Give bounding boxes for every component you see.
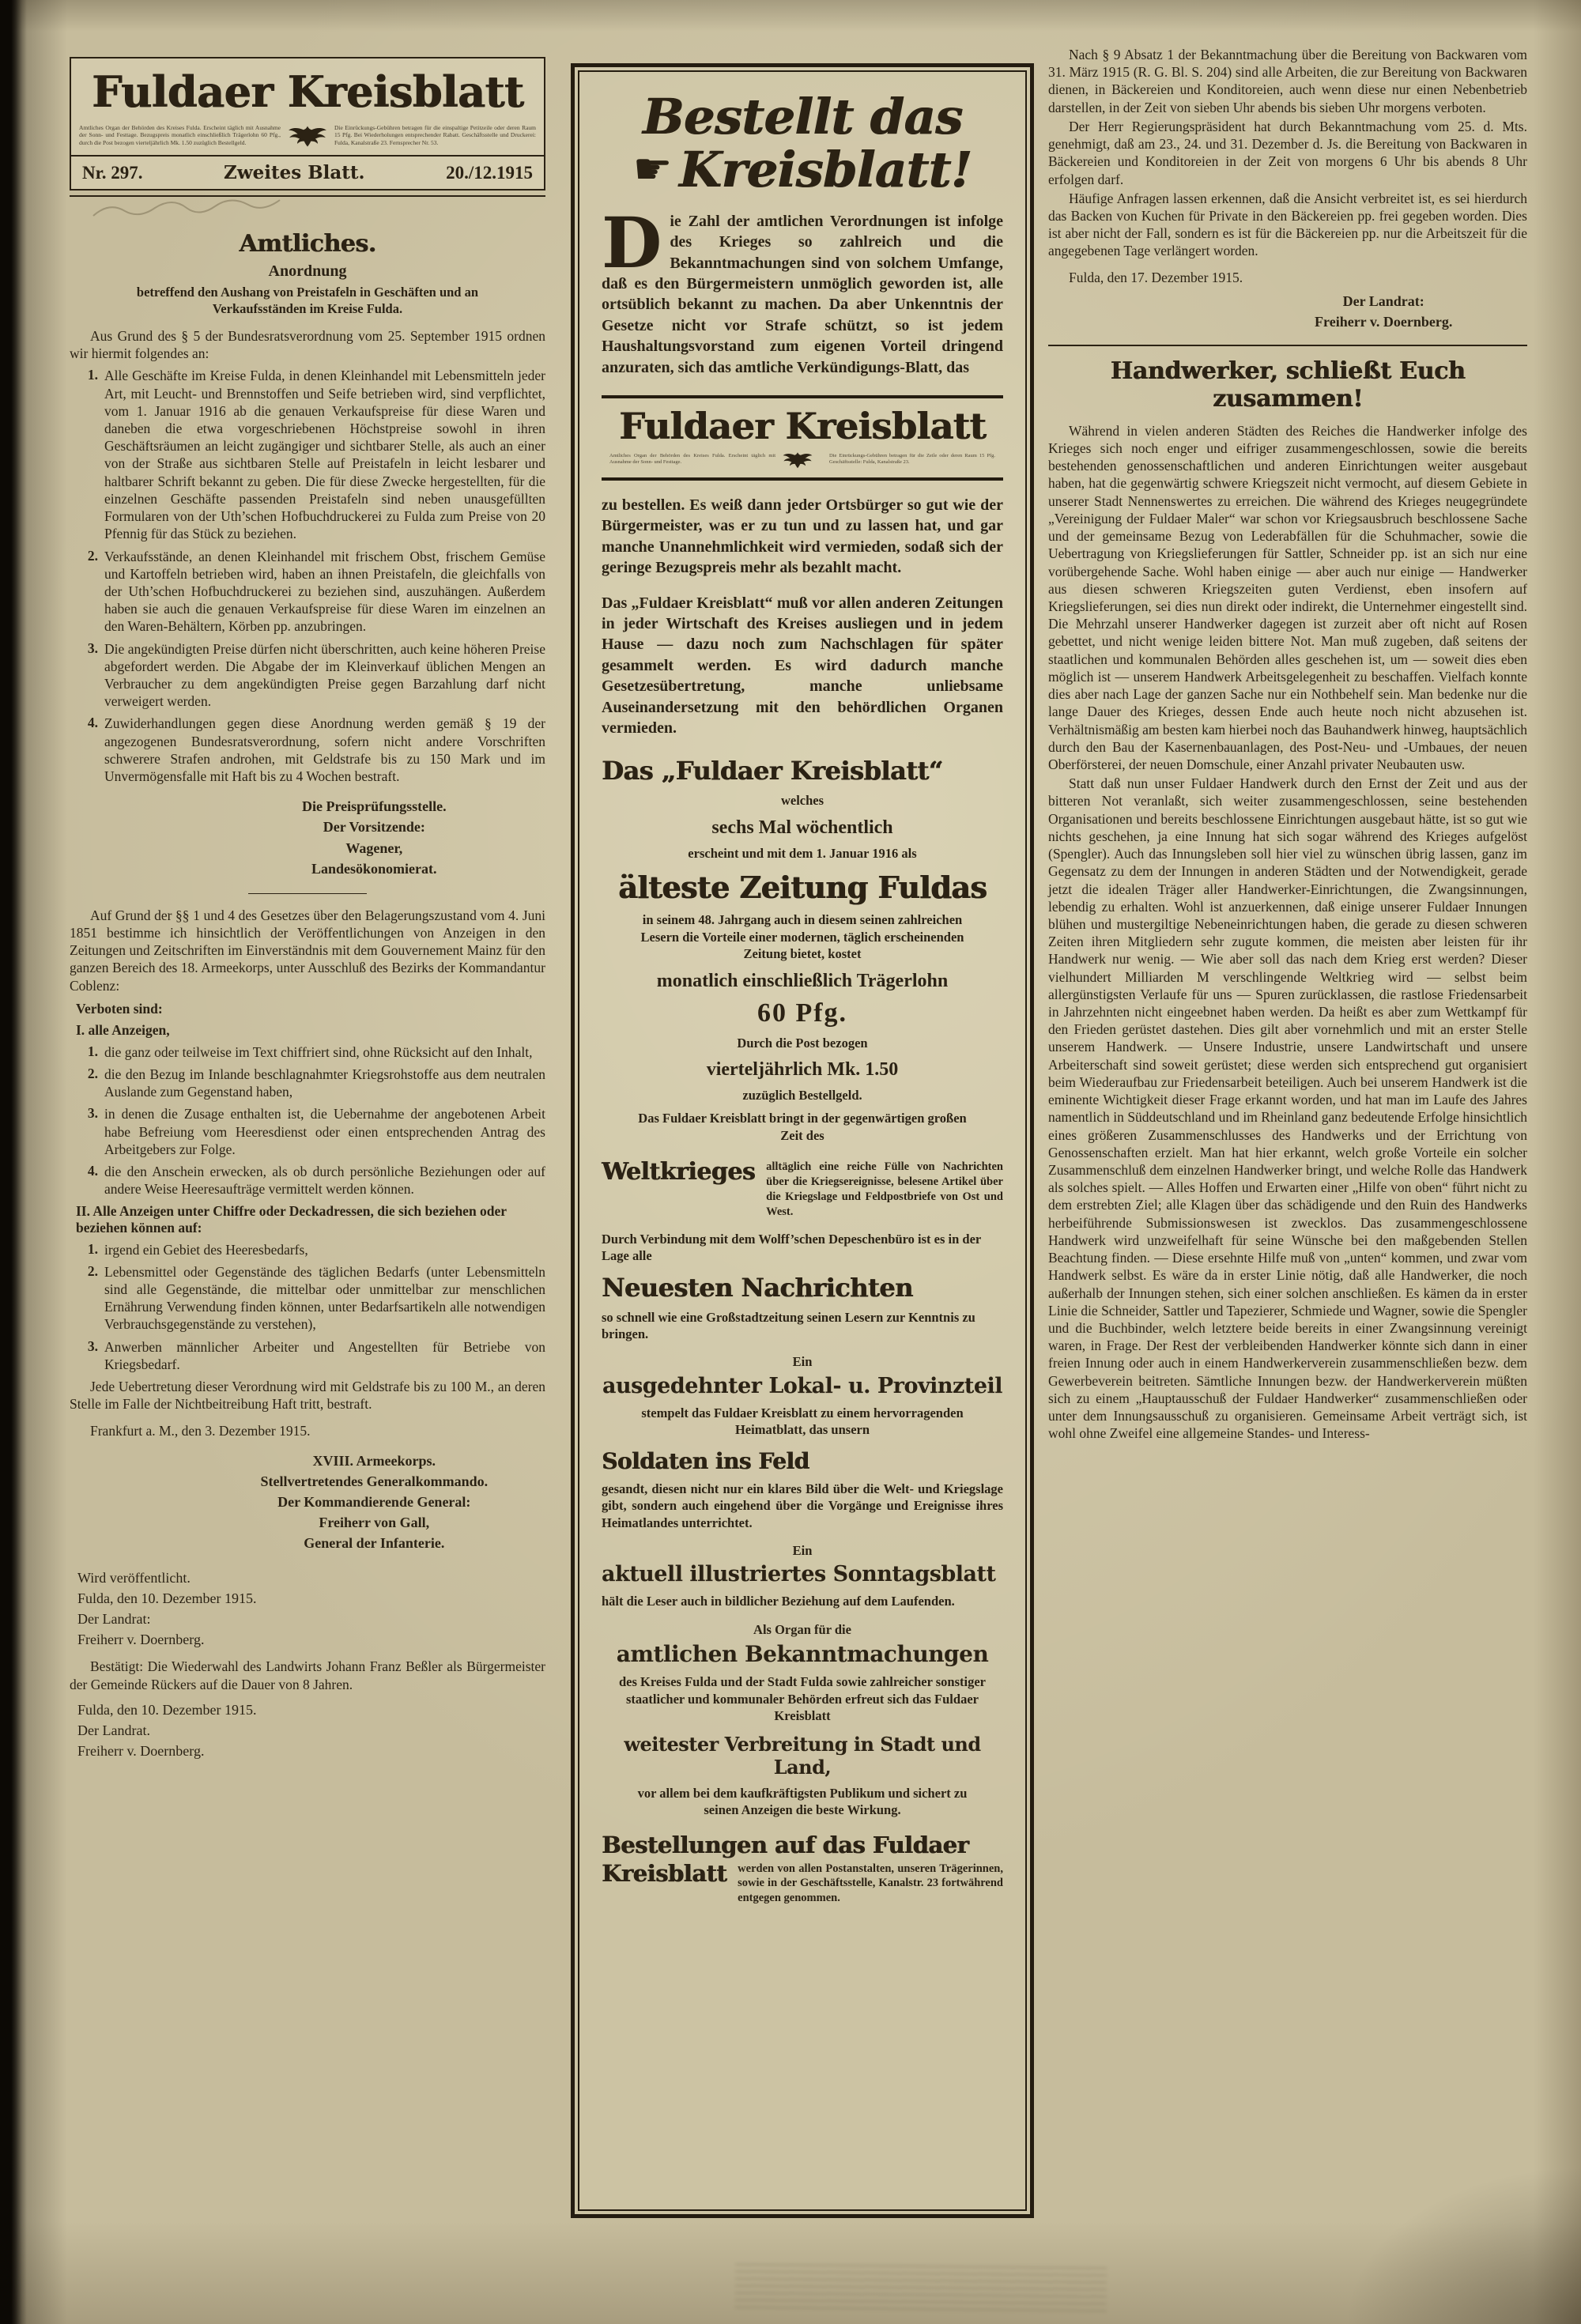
backwaren-paragraph-3: Häufige Anfragen lassen erkennen, daß die Ansicht verbreitet ist, es sei hierdurch das Backen von Kuchen für Private in den Bäckereien pp. frei gegeben worden. Dies ist aber nicht der Fall, sondern es ist für die Bäckereien pp. nur die Arbeitszeit für die angegebenen Tage verlängert worden. — [1048, 190, 1527, 259]
publication-line: Der Landrat: — [77, 1611, 151, 1628]
ordered-list-item — [77, 1043, 545, 1061]
publication-block — [77, 1568, 545, 1650]
confirmation-line: Freiherr v. Doernberg. — [77, 1743, 205, 1759]
ordered-list-item — [77, 1066, 545, 1100]
binding-edge — [0, 0, 27, 2324]
handwerker-paragraph-2: Statt daß nun unser Fuldaer Handwerk durch den Ernst der Zeit und aus der bitteren Not veranlaßt, sich weiter zusammengeschlossen, seine bestehenden Organisationen und bereits beschlossene Einrichtungen ausgebaut hätte, ist so gut wie nichts geschehen, ja eine Innung hat sich sogar während des Krieges aufgelöst (Spengler). Auch das Innungsleben soll hier viel zu wünschen übrig lassen, ganz im Gegensatz zu dem der Innungen in anderen Städten und der Notwendigkeit, gerade jetzt die idealen Träger aller Handwerker-Einrichtungen, die Zwangsinnungen, lebendig zu erhalten. Wohl ist anzuerkennen, daß einige unserer Fuldaer Innungen blühen und mustergiltige Nebeneinrichtungen haben, die gerade zu diesen schweren Zeiten ihren Mitgliedern sehr zugute kommen, die meisten aber leisten für ihr Handwerk nur wenig. — Wie aber soll das nach dem Krieg erst werden? Dieser vielhundert Milliarden M verschlingende Weltkrieg wird — selbst beim allergünstigsten Verlaufe für uns — Spuren zurücklassen, die rastlose Friedensarbeit in Jahrzehnten nicht eingeebnet haben werden. Da heißt es aber zum Wettkampf für den Frieden gerüstet dastehen. Dies gilt aber vornehmlich und mit an erster Stelle unserem Handwerk. — Unsere Industrie, unsere Landwirtschaft und unsere Arbeiterschaft sind soweit gerüstet; diese werden sich entsprechend gut organisiert beim Wiederaufbau zur Friedensarbeit beteiligen. Auch bei unserem Handwerk ist die eminente Wichtigkeit dieser Frage erkannt worden, und hat man im Laufe des Jahres namentlich in Süddeutschland und im Rheinland ganz bedeutende Erfolge hinsichtlich eines größeren Zusammenschlusses des Handwerks und der Errichtung von Genossenschaften erzielt. Man hat hier erkannt, welch große Vorteile ein solcher Zusammenschluß dem einzelnen Handwerker bringt, und welche Rolle das Handwerk als solches spielt. — Alles Hoffen und Erwarten einer „Hilfe von oben“ führt nicht zu dem erstrebten Ziel; alle Klagen über das schädigende und den Ruin des Handwerks herbeiführende Submissionswesen ist zwecklos. Das zusammengeschlossene Handwerk wird unzweifelhaft für seine Wünsche bei den maßgebenden Stellen Beachtung finden. — Diese ersehnte Hilfe muß von „unten“ kommen, und zwar vom Handwerk selbst. Es wäre da in erster Linie nötig, daß alle Handwerker, die noch außerhalb der Innungen stehen, sich einer solchen anschließen. Es kämen da in erster Linie die Schneider, Sattler und Tapezierer, Schmiede und Wagner, sowie die Spengler und die Buchbinder, welch letztere beide bereits in einer Zwangsinnung vereinigt waren, in Frage. Der Rest der verbleibenden Handwerker könnte sich dann in einer freien Innung oder auch in einem Handwerkerverein zusammenschließen bezw. dem Gewerbeverein beitreten. Sämtliche Innungen bezw. der Handwerkerverein müßten sich zu einem „Hauptausschuß der Fuldaer Handwerker“ zusammenschließen oder unter dem Innungsausschuß zu organisieren. Gemeinsame Arbeit verträgt sich, ist wohl ohne Zweifel eine allgemeine Standes- und Interess- — [1048, 775, 1527, 1442]
anordnung-subheading: Anordnung — [268, 262, 347, 280]
right-column — [1048, 46, 1527, 1444]
item-number: 1. — [87, 1240, 98, 1257]
publication-line: Freiherr v. Doernberg. — [77, 1632, 205, 1648]
drop-cap: D — [602, 201, 662, 284]
ad-paragraph-1 — [602, 201, 1003, 378]
ad-title-line2-text: Kreisblatt! — [678, 140, 972, 198]
confirmation-block — [77, 1700, 545, 1761]
item-number: 2. — [87, 547, 98, 564]
item-text: Verkaufsstände, an denen Kleinhandel mit frischem Obst, frischem Gemüse und Kartoffeln betrieben wird, haben an ihnen Preistafeln, die gleichfalls von der Uth’schen Hofbuchdruckerei zu beziehen sind, auszuhängen. Außerdem haben sie auch die genauen Verkaufspreise für diese Waren im einzelnen an den Waren-Behältern, Körben pp. anzubringen. — [104, 548, 545, 635]
ad-sonntag-text: hält die Leser auch in bildlicher Beziehung auf dem Laufenden. — [602, 1594, 955, 1609]
item-text: Lebensmittel oder Gegenstände des täglichen Bedarfs (unter Lebensmitteln sind alle Gegenstände, die mittelbar oder unmittelbar zur menschlichen Ernährung Verwendung finden können, unter Bedarfsartikeln alle notwendigen Verbrauchsgegenstände zu verstehen), — [104, 1263, 545, 1333]
publication-line: Fulda, den 10. Dezember 1915. — [77, 1590, 257, 1607]
ad-inner-smallprint-right: Die Einrückungs-Gebühren betragen für die Zeile oder deren Raum 15 Pfg. Geschäftsstelle: Fulda, Kanalstraße 23. — [829, 452, 995, 466]
backwaren-paragraph-2: Der Herr Regierungspräsident hat durch Bekanntmachung vom 25. d. Mts. genehmigt, daß am 23., 24. und 31. Dezember d. Js. die Bereitung von Backwaren in Bäckereien und Konditoreien in der Zeit von morgens 6 Uhr bis abends 8 Uhr erfolgen darf. — [1048, 118, 1527, 187]
ad-display-jahrgang: in seinem 48. Jahrgang auch in diesem seinen zahlreichen Lesern die Vorteile einer modernen, täglich erscheinenden Zeitung bietet, kostet — [640, 912, 964, 962]
ordered-list-item — [77, 1163, 545, 1198]
ad-inner-masthead — [602, 395, 1003, 481]
belagerung-intro: Auf Grund der §§ 1 und 4 des Gesetzes über den Belagerungszustand vom 4. Juni 1851 bestimme ich hinsichtlich der Veröffentlichungen von Anzeigen in den Zeitungen und Zeitschriften im Einverständnis mit dem Gouvernement Mainz für den ganzen Bereich des 18. Armeekorps, unter Ausschluß des Bezirks der Kommandantur Coblenz: — [70, 907, 545, 994]
ad-display-bestellgeld: zuzüglich Bestellgeld. — [742, 1087, 862, 1103]
masthead-smallprint — [71, 119, 544, 155]
signature-line: Der Vorsitzende: — [323, 819, 425, 836]
signature-line: Wagener, — [345, 839, 403, 856]
ad-nachrichten-text: so schnell wie eine Großstadtzeitung seinen Lesern zur Kenntnis zu bringen. — [602, 1309, 975, 1341]
ad-paragraph-1-text: ie Zahl der amtlichen Verordnungen ist infolge des Krieges so zahlreich und die Bekanntmachungen sind von solchem Umfange, daß es den Bürgermeistern unmöglich geworden ist, alle ortsüblich bekannt zu machen. Da aber Unkenntnis der Gesetze nicht vor Strafe schützt, so ist jedem Haushaltungsvorstand zum eigenen Vorteil dringend anzuraten, sich das amtliche Verkündigungs-Blatt, das — [602, 212, 1003, 376]
edition-label: Zweites Blatt. — [224, 162, 365, 183]
roman-two-label: II. Alle Anzeigen unter Chiffre oder Deckadressen, die sich beziehen oder beziehen können auf: — [76, 1202, 507, 1236]
item-text: Zuwiderhandlungen gegen diese Anordnung werden gemäß § 19 der angezogenen Bundesratsverordnung, sofern nicht andere Vorschriften schwerere Strafen androhen, mit Geldstrafe bis zu 150 Mark und im Unvermögensfalle mit Haft bis zu 4 Wochen bestraft. — [104, 715, 545, 785]
ad-nachrichten-heading: Neuesten Nachrichten — [602, 1272, 913, 1303]
item-number: 4. — [87, 715, 98, 731]
decree-intro: Aus Grund des § 5 der Bundesratsverordnung vom 25. September 1915 ordnen wir hiermit folgendes an: — [70, 327, 545, 362]
masthead-smallprint-left: Amtliches Organ der Behörden des Kreises Fulda. Erscheint täglich mit Ausnahme der Sonn- und Festtage. Bezugspreis monatlich einschließlich Trägerlohn 60 Pfg., durch die Post bezogen vierteljährlich Mk. 1.50 zuzüglich Bestellgeld. — [79, 123, 281, 146]
ad-paragraph-2: zu bestellen. Es weiß dann jeder Ortsbürger so gut wie der Bürgermeister, was er zu tun und zu lassen hat, und gar manche Unannehmlichkeit wird vermieden, sodaß sich der geringe Bezugspreis mehr als bezahlt macht. — [602, 496, 1003, 577]
ad-lokal-heading: ausgedehnter Lokal- u. Provinzteil — [602, 1373, 1003, 1398]
place-date-line: Frankfurt a. M., den 3. Dezember 1915. — [90, 1422, 311, 1439]
ad-verbreitung-text: vor allem bei dem kaufkräftigsten Publikum und sichert zu seinen Anzeigen die beste Wirkung. — [637, 1785, 968, 1818]
masthead-smallprint-right: Die Einrückungs-Gebühren betragen für die einspaltige Petitzeile oder deren Raum 15 Pfg. Bei Wiederholungen entsprechender Rabatt. Geschäftsstelle und Druckerei: Fulda, Kanalstraße 23. Fernsprecher Nr. 53. — [334, 123, 536, 146]
publication-line: Wird veröffentlicht. — [77, 1570, 191, 1586]
eagle-emblem-icon — [287, 122, 328, 149]
ordered-list — [70, 367, 545, 785]
item-text: in denen die Zusage enthalten ist, die Uebernahme der angebotenen Arbeit habe Befreiung vom Heeresdienst oder einen entsprechenden Antrag des Arbeitgebers zur Folge. — [104, 1106, 545, 1157]
ad-sonntag-heading: aktuell illustriertes Sonntagsblatt — [602, 1562, 996, 1587]
ad-weltkrieg-text: alltäglich eine reiche Fülle von Nachrichten über die Kriegsereignisse, belesene Artikel über die Kriegslage und Feldpostbriefe von Ost und West. — [766, 1160, 1003, 1218]
issue-number: Nr. 297. — [82, 163, 143, 183]
item-number: 1. — [87, 367, 98, 383]
ordered-list-item — [77, 640, 545, 711]
ordered-list-item — [77, 1338, 545, 1373]
ordered-list-item — [77, 715, 545, 785]
ad-soldaten-heading: Soldaten ins Feld — [602, 1447, 809, 1474]
item-number: 2. — [87, 1066, 98, 1082]
confirmation-line: Der Landrat. — [77, 1722, 150, 1738]
confirmation-paragraph: Bestätigt: Die Wiederwahl des Landwirts Johann Franz Beßler als Bürgermeister der Gemeinde Rückers auf die Dauer von 8 Jahren. — [70, 1658, 545, 1692]
roman-one-label: I. alle Anzeigen, — [76, 1021, 170, 1038]
verboten-label: Verboten sind: — [76, 1000, 163, 1017]
item-number: 4. — [87, 1163, 98, 1179]
handwerker-paragraph-1: Während in vielen anderen Städten des Reiches die Handwerker infolge des Krieges sich noch enger und eifriger zusammengeschlossen, sowie die bereits bestehenden genossenschaftlichen und anderen Einrichtungen weiter ausgebaut haben, hat die gegenwärtig schwere Kriegszeit nicht vermocht, auf diesem Gebiete in unserer Stadt Nennenswertes zu erreichen. Die während des Krieges neugegründete „Vereinigung der Fuldaer Maler“ war schon vor Kriegsausbruch beschlossene Sache und der gemeinsame Bezug von Lederabfällen für die Schuhmacher, sowie die Uebertragung von Kriegslieferungen für Sattler, Schneider pp. ist an sich nur eine vorübergehende Sache. Wohl haben einige — aber auch nur einige — Handwerker aus diesen schweren Kriegszeiten guten Verdienst, eben insofern auf Kriegslieferungen, sei dies nun direkt oder indirekt, die Unternehmer eingestellt sind. Die Mehrzahl unserer Handwerker dagegen ist zurzeit aber oft nicht auf Rosen gebettet, und nicht wenige leiden bittere Not. Man muß zugeben, daß seitens der staatlichen und kommunalen Behörden alles geschehen ist, um — soweit dies eben möglich ist — unserem Handwerk Arbeitsgelegenheit zu beschaffen. Vielfach konnte dies aber nach Lage der ganzen Sache nur ein Nothbehelf sein. Man bedenke nur die lange Dauer des Krieges, dessen Ende auch heute noch nicht abzusehen ist. Verhältnismäßig am besten kam hierbei noch das Bauhandwerk hinweg, hauptsächlich durch den Bau der Kasernenbauanlagen, des Post-Neu- und -Umbaues, der neuen Oberförsterei, der neuen Domschule, einer Anzahl privater Neubauten usw. — [1048, 422, 1527, 772]
item-text: die den Bezug im Inlande beschlagnahmter Kriegsrohstoffe aus dem neutralen Auslande zum Gegenstand haben, — [104, 1066, 545, 1100]
ad-display-aelteste: älteste Zeitung Fuldas — [617, 870, 987, 906]
ad-display-welches: welches — [780, 793, 824, 809]
subscription-ad-inner — [578, 70, 1027, 2211]
right-date-line: Fulda, den 17. Dezember 1915. — [1069, 269, 1243, 285]
pointing-hand-icon: ☛ — [632, 143, 671, 194]
ad-price-monthly: 60 Pfg. — [757, 998, 848, 1028]
ad-lokal-text: stempelt das Fuldaer Kreisblatt zu einem hervorragenden Heimatblatt, das unsern — [641, 1405, 964, 1438]
penalty-paragraph: Jede Uebertretung dieser Verordnung wird mit Geldstrafe bis zu 100 M., an deren Stelle im Falle der Nichtbeitreibung Haft tritt, bestraft. — [70, 1379, 545, 1413]
item-text: Die angekündigten Preise dürfen nicht überschritten, auch keine höheren Preise abgefordert werden. Die Abgabe der im Kleinverkauf üblichen Mengen an Verbraucher zu dem angekündigten Preise gegen Barzahlung darf nicht verweigert werden. — [104, 640, 545, 710]
ad-paragraph-3: Das „Fuldaer Kreisblatt“ muß vor allen anderen Zeitungen in jeder Wirtschaft des Kreises ausliegen und in jedem Hause — dazu noch zum Nachschlagen für später gesammelt werden. Es wird dadurch manche Gesetzesübertretung, manche unliebsame Auseinandersetzung mit den behördlichen Organen vermieden. — [602, 594, 1003, 737]
ad-inner-masthead-title: Fuldaer Kreisblatt — [618, 405, 987, 448]
ad-bestellung-text: werden von allen Postanstalten, unseren Trägerinnen, sowie in der Geschäftsstelle, Kanalstr. 23 fortwährend entgegen genommen. — [738, 1862, 1003, 1905]
ad-organ-text: Als Organ für die — [753, 1621, 851, 1637]
middle-column — [571, 63, 1034, 2218]
ad-inner-smallprint-left: Amtliches Organ der Behörden des Kreises Fulda. Erscheint täglich mit Ausnahme der Sonn- und Festtage. — [609, 452, 775, 466]
ad-inner-smallprint — [605, 447, 1000, 473]
issue-row — [71, 155, 544, 189]
subscription-ad-box — [571, 63, 1034, 2218]
ad-ein-2: Ein — [792, 1543, 813, 1559]
item-number: 3. — [87, 1105, 98, 1122]
ad-weltkrieg-heading: Weltkrieges — [602, 1158, 756, 1187]
ad-verbreitung-heading: weitester Verbreitung in Stadt und Land, — [624, 1732, 981, 1779]
ad-price-quarterly: vierteljährlich Mk. 1.50 — [706, 1058, 899, 1080]
right-signature-block — [1240, 291, 1527, 332]
ordered-list-item — [77, 1241, 545, 1258]
signature-line: Stellvertretendes Generalkommando. — [260, 1473, 489, 1489]
ad-title — [602, 88, 1003, 198]
handwritten-annotation — [85, 194, 417, 225]
confirmation-line: Fulda, den 10. Dezember 1915. — [77, 1701, 257, 1718]
item-text: Anwerben männlicher Arbeiter und Angestellten für Betriebe von Kriegsbedarf. — [104, 1338, 545, 1372]
masthead-title: Fuldaer Kreisblatt — [91, 66, 524, 117]
roman-two-list — [70, 1241, 545, 1374]
item-text: die ganz oder teilweise im Text chiffriert sind, ohne Rücksicht auf den Inhalt, — [104, 1043, 533, 1060]
signature-line: Freiherr von Gall, — [319, 1514, 430, 1530]
ordered-list-item — [77, 367, 545, 542]
item-number: 1. — [87, 1043, 98, 1059]
item-number: 3. — [87, 1337, 98, 1354]
ad-bestellung-heading: Bestellungen auf das Fuldaer — [602, 1831, 969, 1858]
ad-weltkrieg-row — [602, 1160, 1003, 1219]
corner-shadow — [1344, 2166, 1581, 2324]
ad-title-line2 — [602, 140, 1003, 198]
ad-display-frequency: sechs Mal wöchentlich — [711, 817, 893, 838]
issue-date: 20./12.1915 — [446, 163, 533, 183]
ad-display-bringt: Das Fuldaer Kreisblatt bringt in der gegenwärtigen großen Zeit des — [638, 1111, 967, 1143]
ad-wolff-text: Durch Verbindung mit dem Wolff’schen Depeschenbüro ist es in der Lage alle — [602, 1231, 981, 1264]
anordnung-subject: betreffend den Aushang von Preistafeln in Geschäften und an Verkaufsständen im Kreise Fulda. — [136, 285, 479, 317]
eagle-emblem-icon — [782, 449, 823, 470]
ad-title-line1: Bestellt das — [642, 88, 963, 145]
item-text: Alle Geschäfte im Kreise Fulda, in denen Kleinhandel mit Lebensmitteln jeder Art, mit Leucht- und Brennstoffen und Seife betrieben wird, sind verpflichtet, vom 1. Januar 1916 ab die genauen Verkaufspreise für diese Waren und daneben die etwa vorgeschriebenen Höchstpreise sowohl in ihren Geschäftsräumen an leicht zugängiger und sichtbarer Stelle, als auch an einer von der Straße aus sichtbaren Stelle auf Preistafeln in leicht lesbarer und haltbarer Schrift bekannt zu geben. Die für diese Zwecke hergestellten, für die einzelnen Geschäfte passenden Preistafeln sind neben unausgefüllten Formularen von der Uth’schen Hofbuchdruckerei zu Fulda zum Preise von 20 Pfennig für das Stück zu beziehen. — [104, 368, 545, 542]
ad-display-post: Durch die Post bezogen — [737, 1035, 868, 1051]
signature-line: Der Landrat: — [1342, 292, 1424, 309]
ad-amtlich-heading: amtlichen Bekanntmachungen — [616, 1641, 989, 1668]
ad-bestellung-row — [602, 1859, 1003, 1907]
ad-display-title: Das „Fuldaer Kreisblatt“ — [602, 756, 943, 787]
ad-display-erscheint: erscheint und mit dem 1. Januar 1916 als — [688, 845, 917, 861]
signature-line: Der Kommandierende General: — [277, 1493, 471, 1510]
section-divider — [248, 893, 367, 894]
ad-soldaten-text: gesandt, diesen nicht nur ein klares Bild über die Welt- und Kriegslage gibt, sondern auch eingehend über die Vorgänge und Ereignisse ihres Heimatlandes unterrichtet. — [602, 1481, 1003, 1530]
ordered-list-item — [77, 548, 545, 636]
ad-bestellung-kreisblatt: Kreisblatt — [602, 1859, 727, 1887]
ad-display-monatlich: monatlich einschließlich Trägerlohn — [656, 970, 949, 991]
signature-line: General der Infanterie. — [304, 1534, 445, 1551]
signature-line: XVIII. Armeekorps. — [312, 1452, 436, 1469]
signature-line: Landesökonomierat. — [311, 860, 437, 877]
amtliches-heading: Amtliches. — [239, 230, 376, 258]
ordered-list-item — [77, 1263, 545, 1334]
backwaren-paragraph-1: Nach § 9 Absatz 1 der Bekanntmachung über die Bereitung von Backwaren vom 31. März 1915 (R. G. Bl. S. 204) sind alle Arbeiten, die zur Bereitung von Backwaren dienen, in Bäckereien und Konditoreien, auch wenn diese nur einen Nebenbetrieb darstellen, in der Zeit von sieben Uhr abends bis sieben Uhr morgens verboten. — [1048, 47, 1527, 115]
signature-line: Die Preisprüfungsstelle. — [301, 798, 447, 815]
masthead — [70, 57, 545, 191]
ordered-list-item — [77, 1105, 545, 1158]
roman-one-list — [70, 1043, 545, 1198]
ad-amtlich-text: des Kreises Fulda und der Stadt Fulda sowie zahlreicher sonstiger staatlicher und kommunaler Behörden erfreut sich das Fuldaer Kreisblatt — [618, 1674, 986, 1724]
left-column — [70, 57, 545, 1761]
item-text: irgend ein Gebiet des Heeresbedarfs, — [104, 1241, 308, 1258]
signature-block-armeekorps — [203, 1451, 545, 1553]
article-divider — [1048, 345, 1527, 346]
ink-bleedthrough — [735, 2264, 1107, 2312]
signature-line: Freiherr v. Doernberg. — [1315, 313, 1453, 330]
item-number: 2. — [87, 1262, 98, 1279]
item-text: die den Anschein erwecken, als ob durch persönliche Beziehungen oder auf andere Weise Heeresaufträge vermittelt werden können. — [104, 1164, 545, 1198]
handwerker-headline: Handwerker, schließt Euch zusammen! — [1110, 357, 1466, 413]
ad-ein-1: Ein — [792, 1354, 813, 1370]
item-number: 3. — [87, 639, 98, 656]
signature-block-preispruefung — [203, 796, 545, 878]
